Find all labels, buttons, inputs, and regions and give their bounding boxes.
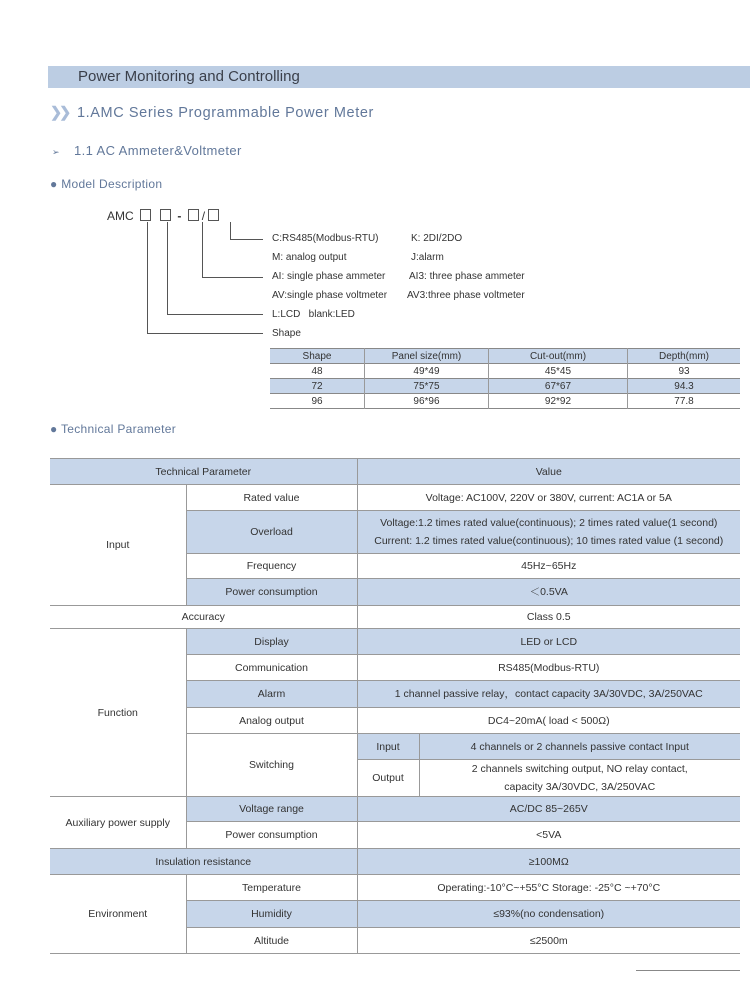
cell: 49*49 <box>365 364 489 379</box>
col-header: Panel size(mm) <box>365 349 489 364</box>
param: Overload <box>186 511 357 554</box>
param: Rated value <box>186 485 357 511</box>
cell: 77.8 <box>628 394 741 409</box>
value: ≤93%(no condensation) <box>357 901 740 928</box>
value-line: Current: 1.2 times rated value(continuous); 10 times rated value (1 second) <box>374 535 724 547</box>
desc-item: AV3:three phase voltmeter <box>407 290 525 301</box>
value-line: capacity 3A/30VDC, 3A/250VAC <box>504 781 656 793</box>
cell: 94.3 <box>628 379 741 394</box>
model-code <box>107 209 222 223</box>
connector-line <box>147 222 263 334</box>
display-box <box>160 209 171 221</box>
desc-item: K: 2DI/2DO <box>411 233 463 244</box>
value: LED or LCD <box>357 629 740 655</box>
group-label: Environment <box>50 875 186 954</box>
code-slash: / <box>201 209 206 223</box>
value: 4 channels or 2 channels passive contact Input <box>419 734 740 760</box>
value: RS485(Modbus-RTU) <box>357 655 740 681</box>
group-label: Function <box>50 629 186 797</box>
technical-parameter-table <box>50 458 740 954</box>
tech-heading-text: Technical Parameter <box>60 422 177 436</box>
param: Display <box>186 629 357 655</box>
col-header: Cut-out(mm) <box>489 349 628 364</box>
param: Analog output <box>186 708 357 734</box>
value: Voltage: AC100V, 220V or 380V, current: AC1A or 5A <box>357 485 740 511</box>
cell: 93 <box>628 364 741 379</box>
desc-item: L:LCD blank:LED <box>272 309 355 320</box>
title-bar <box>48 66 750 88</box>
desc-item: AV:single phase voltmeter <box>272 290 388 301</box>
param: Voltage range <box>186 797 357 822</box>
subsection-title: 1.1 AC Ammeter&Voltmeter <box>73 143 242 158</box>
sub-param: Output <box>357 760 419 797</box>
param: Temperature <box>186 875 357 901</box>
col-header: Depth(mm) <box>628 349 741 364</box>
cell: 48 <box>311 365 323 377</box>
value: Class 0.5 <box>357 606 740 629</box>
param: Communication <box>186 655 357 681</box>
param: Switching <box>186 734 357 797</box>
param: Accuracy <box>50 606 357 629</box>
value-line: Voltage:1.2 times rated value(continuous); 2 times rated value(1 second) <box>380 517 718 529</box>
desc-item: C:RS485(Modbus-RTU) <box>272 233 379 244</box>
desc-item: AI3: three phase ammeter <box>409 271 525 282</box>
group-label: Input <box>50 485 186 606</box>
group-label: Auxiliary power supply <box>50 797 186 849</box>
value <box>419 760 740 797</box>
code-dash: - <box>177 209 182 223</box>
param: Alarm <box>186 681 357 708</box>
value: 1 channel passive relay，contact capacity 3A/30VDC, 3A/250VAC <box>357 681 740 708</box>
sub-param: Input <box>357 734 419 760</box>
value: ＜0.5VA <box>357 579 740 606</box>
type-box <box>188 209 199 221</box>
param: Insulation resistance <box>50 849 357 875</box>
cell: 92*92 <box>489 394 628 409</box>
double-chevron-icon: ❯❯ <box>50 105 69 121</box>
col-header: Value <box>357 459 740 485</box>
value-line: 2 channels switching output, NO relay contact, <box>471 763 688 775</box>
value: ≤2500m <box>357 928 740 954</box>
table-row <box>270 394 740 409</box>
tech-heading <box>50 422 176 436</box>
subsection-heading <box>52 143 242 158</box>
value: 45Hz~65Hz <box>357 554 740 579</box>
value: AC/DC 85~265V <box>357 797 740 822</box>
desc-item: AI: single phase ammeter <box>272 271 386 282</box>
cell: 75*75 <box>365 379 489 394</box>
model-heading-text: Model Description <box>61 177 163 191</box>
page-title: Power Monitoring and Controlling <box>78 68 300 85</box>
param: Power consumption <box>186 579 357 606</box>
section-title: 1.AMC Series Programmable Power Meter <box>76 105 374 121</box>
model-heading <box>50 177 162 191</box>
desc-item: M: analog output <box>272 252 347 263</box>
cell: 96 <box>311 395 323 407</box>
shape-box <box>140 209 151 221</box>
cell: 96*96 <box>365 394 489 409</box>
param: Frequency <box>186 554 357 579</box>
cell: 67*67 <box>489 379 628 394</box>
bullet-icon: ● <box>50 177 62 191</box>
param: Altitude <box>186 928 357 954</box>
code-prefix: AMC <box>107 209 134 223</box>
value: Operating:-10°C~+55°C Storage: -25°C ~+70°C <box>357 875 740 901</box>
desc-item: J:alarm <box>411 252 444 263</box>
value: ≥100MΩ <box>357 849 740 875</box>
table-row <box>270 364 740 379</box>
option-box <box>208 209 219 221</box>
desc-item: Shape <box>272 328 301 339</box>
shape-table <box>270 348 740 409</box>
value <box>357 511 740 554</box>
cell: 45*45 <box>489 364 628 379</box>
param: Humidity <box>186 901 357 928</box>
col-header: Shape <box>302 350 332 362</box>
cell: 72 <box>311 380 323 392</box>
value: DC4~20mA( load < 500Ω) <box>357 708 740 734</box>
bullet-icon: ● <box>50 422 61 436</box>
param: Power consumption <box>186 822 357 849</box>
col-header: Technical Parameter <box>50 459 357 485</box>
table-row <box>270 379 740 394</box>
arrow-icon: ➢ <box>52 147 60 157</box>
section-heading <box>50 105 374 121</box>
value: <5VA <box>357 822 740 849</box>
divider <box>636 970 740 971</box>
